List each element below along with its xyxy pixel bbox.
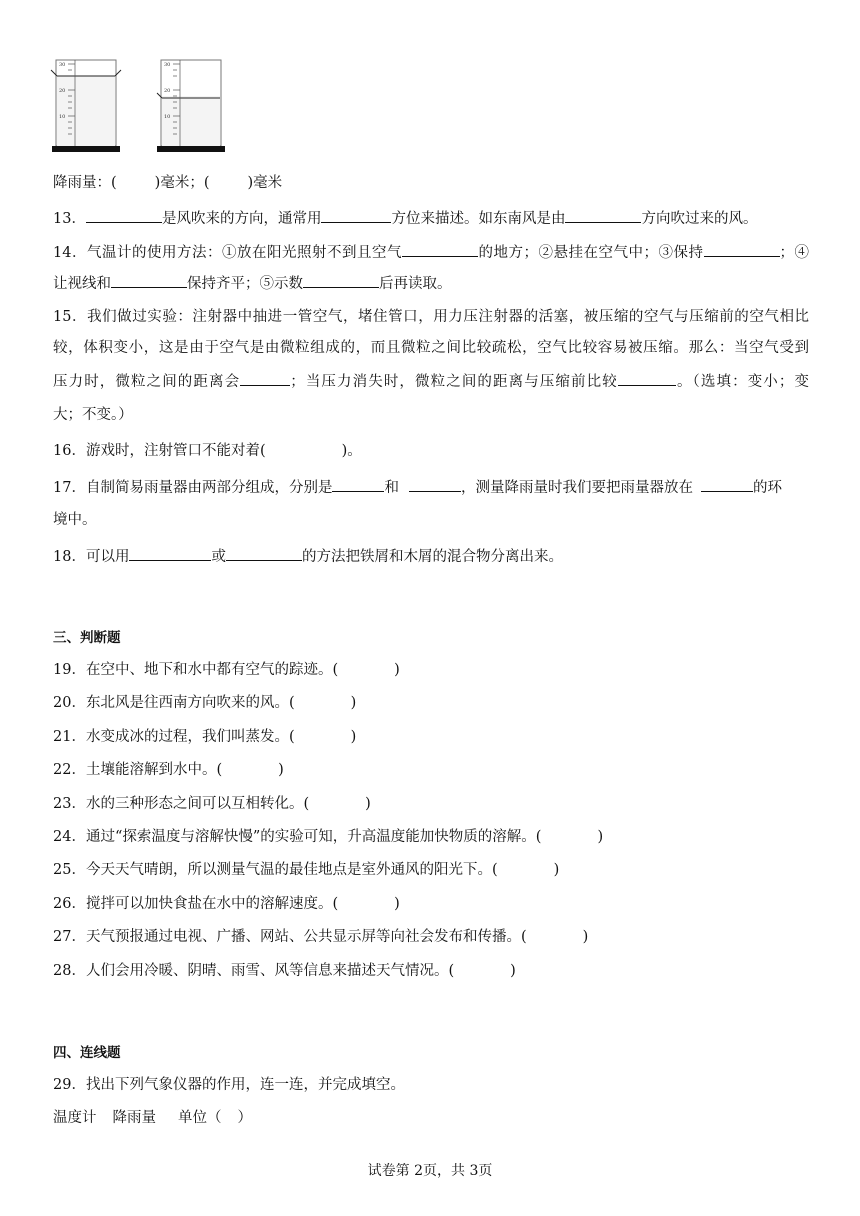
section-heading-matching: 四、连线题 — [53, 1045, 121, 1061]
section-heading-judgement: 三、判断题 — [53, 630, 121, 646]
tick-label-20: 20 — [164, 88, 171, 94]
question-17-line-2: 境中。 — [53, 512, 97, 528]
answer-blank[interactable] — [701, 477, 753, 492]
cylinder-water — [57, 76, 115, 146]
question-15-line-4: 大；不变。） — [53, 407, 133, 423]
match-item-thermometer[interactable]: 温度计 — [53, 1110, 97, 1126]
judgement-question: 19．在空中、地下和水中都有空气的踪迹。( ) — [53, 662, 400, 678]
answer-blank[interactable] — [704, 242, 780, 257]
answer-blank[interactable] — [409, 477, 461, 492]
cylinder-water — [162, 96, 220, 146]
cylinder-base — [52, 146, 120, 152]
answer-blank[interactable] — [618, 371, 676, 386]
question-14-line-1: 14．气温计的使用方法：①放在阳光照射不到且空气 的地方；②悬挂在空气中；③保持 ；④ — [53, 242, 809, 263]
rainfall-answer-line: 降雨量：( )毫米；( )毫米 — [53, 175, 283, 191]
question-15-line-3: 压力时，微粒之间的距离会 ；当压力消失时，微粒之间的距离与压缩前比较 。（选填：变小；变 — [53, 371, 809, 392]
judgement-question: 28．人们会用冷暖、阴晴、雨雪、风等信息来描述天气情况。( ) — [53, 962, 516, 979]
measuring-cylinder-left — [50, 58, 130, 158]
question-15-line-1: 15．我们做过实验：注射器中抽进一管空气，堵住管口，用力压注射器的活塞，被压缩的空气与压缩前的空气相比 — [53, 309, 810, 325]
answer-blank[interactable] — [240, 371, 290, 386]
judgement-question: 25．今天天气晴朗，所以测量气温的最佳地点是室外通风的阳光下。( ) — [53, 862, 560, 879]
answer-blank[interactable] — [129, 546, 211, 561]
answer-blank[interactable] — [321, 208, 391, 223]
question-17-line-1: 17．自制简易雨量器由两部分组成，分别是 和 ，测量降雨量时我们要把雨量器放在 的环 — [53, 477, 782, 498]
question-29: 29．找出下列气象仪器的作用，连一连，并完成填空。 — [53, 1077, 405, 1093]
cylinder-base — [157, 146, 225, 152]
judgement-question: 27．天气预报通过电视、广播、网站、公共显示屏等向社会发布和传播。( ) — [53, 929, 589, 946]
question-13: 13． 是风吹来的方向，通常用 方位来描述。如东南风是由 方向吹过来的风。 — [53, 208, 757, 229]
answer-blank[interactable] — [111, 273, 187, 288]
matching-row: 温度计 降雨量 单位（ ） — [53, 1110, 252, 1126]
judgement-question: 24．通过“探索温度与溶解快慢”的实验可知，升高温度能加快物质的溶解。( ) — [53, 829, 604, 845]
measuring-cylinder-right — [155, 58, 235, 158]
judgement-question: 20．东北风是往西南方向吹来的风。( ) — [53, 695, 357, 712]
tick-label-10: 10 — [164, 114, 171, 120]
question-18: 18．可以用 或 的方法把铁屑和木屑的混合物分离出来。 — [53, 546, 563, 567]
tick-label-20: 20 — [59, 88, 66, 94]
answer-blank[interactable] — [565, 208, 641, 223]
judgement-question: 22．土壤能溶解到水中。( ) — [53, 762, 284, 779]
judgement-question: 23．水的三种形态之间可以互相转化。( ) — [53, 795, 371, 812]
answer-blank[interactable] — [226, 546, 302, 561]
answer-blank[interactable] — [86, 208, 162, 223]
question-14-line-2: 让视线和 保持齐平；⑤示数 后再读取。 — [53, 273, 452, 294]
question-15-line-2: 较，体积变小，这是由于空气是由微粒组成的，而且微粒之间比较疏松，空气比较容易被压缩。那么：当空气受到 — [53, 340, 809, 356]
judgement-question: 21．水变成冰的过程，我们叫蒸发。( ) — [53, 728, 357, 745]
judgement-question: 26．搅拌可以加快食盐在水中的溶解速度。( ) — [53, 895, 400, 912]
tick-label-30: 30 — [59, 62, 66, 68]
match-item-rainfall[interactable]: 降雨量 — [112, 1110, 156, 1126]
question-16: 16．游戏时，注射管口不能对着( )。 — [53, 443, 362, 459]
answer-blank[interactable] — [332, 477, 384, 492]
page-footer: 试卷第 2页，共 3页 — [367, 1163, 493, 1179]
tick-label-30: 30 — [164, 62, 171, 68]
tick-label-10: 10 — [59, 114, 66, 120]
answer-blank[interactable] — [402, 242, 478, 257]
answer-blank[interactable] — [303, 273, 379, 288]
